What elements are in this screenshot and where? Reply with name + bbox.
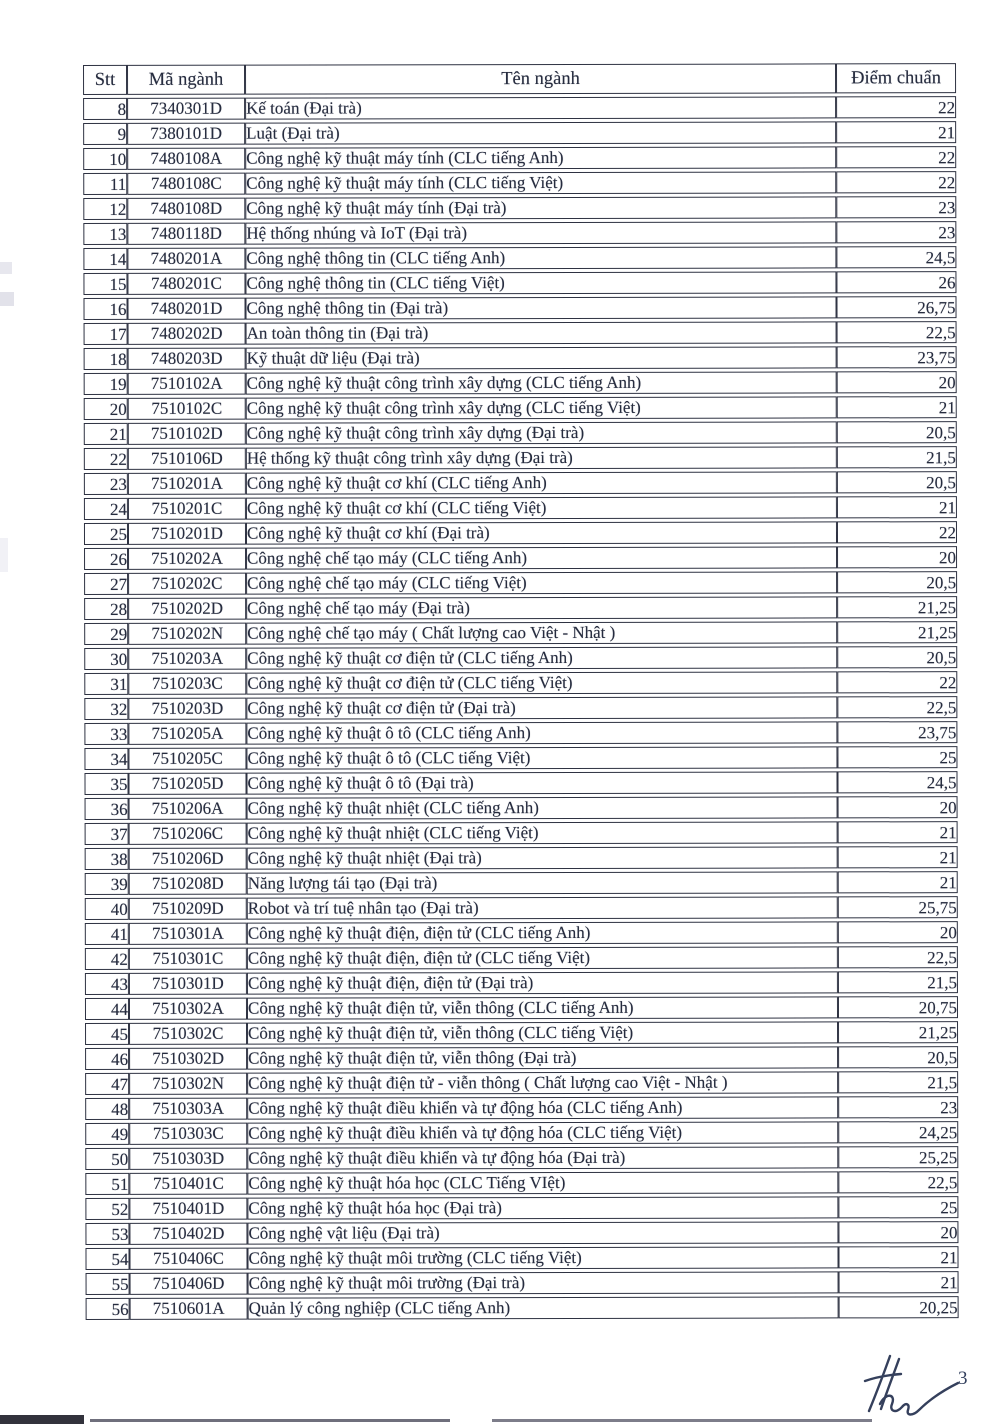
row-code: 7480202D [128, 323, 246, 345]
row-stt: 22 [84, 448, 128, 470]
row-score: 20,25 [839, 1296, 959, 1318]
row-name: Luật (Đại trà) [245, 121, 836, 144]
row-stt: 44 [85, 998, 129, 1020]
row-name: Công nghệ kỹ thuật ô tô (CLC tiếng Việt) [246, 746, 837, 769]
table-row [85, 821, 958, 845]
table-row [83, 246, 956, 270]
row-code: 7510205D [128, 773, 246, 795]
row-code: 7510202D [128, 598, 246, 620]
table-row [85, 846, 958, 870]
row-code: 7510202C [128, 573, 246, 595]
row-score: 20,75 [838, 996, 958, 1018]
table-row [84, 471, 957, 495]
row-score: 21,25 [837, 621, 957, 643]
row-name: Robot và trí tuệ nhân tạo (Đại trà) [247, 896, 838, 919]
table-row [84, 696, 957, 720]
row-name: Công nghệ kỹ thuật hóa học (Đại trà) [247, 1196, 838, 1219]
row-stt: 11 [83, 173, 127, 195]
table-row [83, 171, 956, 195]
row-score: 23 [836, 221, 956, 243]
table-row [84, 771, 957, 795]
row-stt: 12 [83, 198, 127, 220]
table-row [86, 1296, 959, 1320]
table-row [85, 996, 958, 1020]
row-score: 25 [837, 746, 957, 768]
table-row [86, 1271, 959, 1295]
row-score: 21,5 [838, 1071, 958, 1093]
row-score: 23,75 [837, 346, 957, 368]
row-code: 7480203D [128, 348, 246, 370]
row-name: Công nghệ kỹ thuật nhiệt (CLC tiếng Việt) [247, 821, 838, 844]
table-row [84, 596, 957, 620]
row-score: 21 [837, 396, 957, 418]
row-stt: 29 [84, 623, 128, 645]
row-code: 7510205C [128, 748, 246, 770]
row-score: 21,5 [838, 971, 958, 993]
row-stt: 20 [84, 398, 128, 420]
row-score: 20 [838, 1221, 958, 1243]
row-code: 7510208D [129, 873, 247, 895]
row-code: 7510303A [129, 1098, 247, 1120]
table-row [85, 1071, 958, 1095]
row-score: 20 [838, 921, 958, 943]
row-score: 22 [837, 671, 957, 693]
row-code: 7510301D [129, 973, 247, 995]
row-name: Công nghệ kỹ thuật công trình xây dựng (CLC tiếng Anh) [246, 371, 837, 394]
row-name: Hệ thống nhúng và IoT (Đại trà) [245, 221, 836, 244]
row-score: 20 [838, 796, 958, 818]
row-stt: 18 [84, 348, 128, 370]
row-stt: 34 [84, 748, 128, 770]
table-row [84, 346, 957, 370]
table-row [83, 296, 956, 320]
row-stt: 16 [83, 298, 127, 320]
row-stt: 42 [85, 948, 129, 970]
row-stt: 47 [85, 1073, 129, 1095]
table-row [85, 1196, 958, 1220]
row-name: Hệ thống kỹ thuật công trình xây dựng (Đại trà) [246, 446, 837, 469]
row-stt: 39 [85, 873, 129, 895]
row-name: Công nghệ kỹ thuật môi trường (Đại trà) [248, 1271, 839, 1294]
row-stt: 32 [84, 698, 128, 720]
row-code: 7510302C [129, 1023, 247, 1045]
row-code: 7510201C [128, 498, 246, 520]
row-code: 7510209D [129, 898, 247, 920]
row-name: Công nghệ kỹ thuật môi trường (CLC tiếng Việt) [247, 1246, 838, 1269]
row-name: Công nghệ chế tạo máy (CLC tiếng Việt) [246, 571, 837, 594]
row-stt: 17 [84, 323, 128, 345]
table-row [83, 196, 956, 220]
table-row [84, 671, 957, 695]
table-row [85, 1146, 958, 1170]
row-name: Công nghệ kỹ thuật máy tính (CLC tiếng Việt) [245, 171, 836, 194]
row-code: 7480201D [127, 298, 245, 320]
row-stt: 51 [85, 1173, 129, 1195]
row-stt: 25 [84, 523, 128, 545]
row-score: 23 [836, 196, 956, 218]
row-code: 7480201A [127, 248, 245, 270]
page-number: 3 [958, 1368, 968, 1389]
row-score: 21 [839, 1271, 959, 1293]
row-stt: 40 [85, 898, 129, 920]
table-row [83, 271, 956, 295]
row-code: 7510203D [128, 698, 246, 720]
row-name: Quản lý công nghiệp (CLC tiếng Anh) [248, 1296, 839, 1319]
table-row [83, 146, 956, 170]
table-row [85, 1221, 958, 1245]
table-row [84, 446, 957, 470]
row-name: Công nghệ kỹ thuật điện tử, viễn thông (CLC tiếng Anh) [247, 996, 838, 1019]
row-name: Công nghệ kỹ thuật điện, điện tử (CLC tiếng Việt) [247, 946, 838, 969]
row-stt: 37 [85, 823, 129, 845]
row-score: 22 [837, 521, 957, 543]
row-name: Công nghệ kỹ thuật cơ điện tử (CLC tiếng Việt) [246, 671, 837, 694]
table-row [85, 1096, 958, 1120]
row-name: Công nghệ kỹ thuật cơ điện tử (Đại trà) [246, 696, 837, 719]
row-code: 7480118D [127, 223, 245, 245]
row-code: 7510401C [129, 1173, 247, 1195]
table-row [84, 421, 957, 445]
row-score: 20,5 [837, 421, 957, 443]
table-row [84, 646, 957, 670]
row-name: Công nghệ chế tạo máy (CLC tiếng Anh) [246, 546, 837, 569]
scan-smudge [0, 538, 8, 572]
row-code: 7510406D [130, 1273, 248, 1295]
row-stt: 30 [84, 648, 128, 670]
table-body [83, 96, 959, 1320]
table-row [85, 1046, 958, 1070]
row-score: 21,5 [837, 446, 957, 468]
row-code: 7510302D [129, 1048, 247, 1070]
table-row [84, 521, 957, 545]
row-stt: 55 [86, 1273, 130, 1295]
row-stt: 36 [85, 798, 129, 820]
scores-table [83, 60, 959, 1323]
row-code: 7480201C [127, 273, 245, 295]
table-row [85, 896, 958, 920]
table-row [84, 321, 957, 345]
row-score: 20,5 [837, 471, 957, 493]
table-row [85, 1171, 958, 1195]
row-stt: 49 [85, 1123, 129, 1145]
table-row [83, 121, 956, 145]
row-name: Công nghệ kỹ thuật điều khiển và tự động hóa (Đại trà) [247, 1146, 838, 1169]
table-row [85, 946, 958, 970]
row-stt: 56 [86, 1298, 130, 1320]
row-stt: 45 [85, 1023, 129, 1045]
row-name: Công nghệ kỹ thuật công trình xây dựng (CLC tiếng Việt) [246, 396, 837, 419]
table-row [85, 1021, 958, 1045]
header-score: Điểm chuẩn [836, 63, 956, 93]
row-score: 20 [837, 371, 957, 393]
row-score: 26 [836, 271, 956, 293]
table-row [84, 571, 957, 595]
row-stt: 53 [85, 1223, 129, 1245]
row-name: Công nghệ kỹ thuật điều khiển và tự động hóa (CLC tiếng Việt) [247, 1121, 838, 1144]
row-code: 7510205A [128, 723, 246, 745]
table-row [84, 546, 957, 570]
row-score: 23 [838, 1096, 958, 1118]
row-code: 7510201A [128, 473, 246, 495]
row-name: Công nghệ kỹ thuật máy tính (Đại trà) [245, 196, 836, 219]
row-name: Công nghệ thông tin (CLC tiếng Anh) [245, 246, 836, 269]
row-code: 7340301D [127, 98, 245, 120]
row-code: 7380101D [127, 123, 245, 145]
row-score: 21 [838, 871, 958, 893]
row-name: Công nghệ kỹ thuật hóa học (CLC Tiếng VIệt) [247, 1171, 838, 1194]
row-code: 7510203A [128, 648, 246, 670]
scan-artifact [0, 1415, 84, 1424]
row-score: 23,75 [837, 721, 957, 743]
row-score: 25,25 [838, 1146, 958, 1168]
scores-table-wrap [83, 60, 959, 1323]
row-stt: 46 [85, 1048, 129, 1070]
row-score: 20,5 [838, 1046, 958, 1068]
row-stt: 14 [83, 248, 127, 270]
row-score: 22,5 [838, 1171, 958, 1193]
table-row [85, 1121, 958, 1145]
row-name: Công nghệ thông tin (CLC tiếng Việt) [245, 271, 836, 294]
row-code: 7510102C [128, 398, 246, 420]
row-name: Công nghệ kỹ thuật cơ khí (CLC tiếng Anh) [246, 471, 837, 494]
header-code: Mã ngành [127, 65, 245, 95]
row-name: Công nghệ vật liệu (Đại trà) [247, 1221, 838, 1244]
row-score: 25 [838, 1196, 958, 1218]
row-name: Công nghệ kỹ thuật điện, điện tử (CLC tiếng Anh) [247, 921, 838, 944]
row-name: An toàn thông tin (Đại trà) [246, 321, 837, 344]
row-code: 7480108D [127, 198, 245, 220]
table-row [85, 871, 958, 895]
row-stt: 28 [84, 598, 128, 620]
row-score: 26,75 [836, 296, 956, 318]
row-code: 7510601A [130, 1298, 248, 1320]
row-code: 7510302A [129, 998, 247, 1020]
row-stt: 54 [85, 1248, 129, 1270]
row-code: 7510301C [129, 948, 247, 970]
row-name: Công nghệ kỹ thuật cơ khí (Đại trà) [246, 521, 837, 544]
row-code: 7510303C [129, 1123, 247, 1145]
row-score: 21 [838, 821, 958, 843]
row-score: 21 [838, 1246, 958, 1268]
row-name: Năng lượng tái tạo (Đại trà) [247, 871, 838, 894]
row-stt: 35 [84, 773, 128, 795]
scan-artifact [492, 1419, 872, 1422]
row-stt: 48 [85, 1098, 129, 1120]
table-row [85, 971, 958, 995]
row-name: Công nghệ kỹ thuật công trình xây dựng (Đại trà) [246, 421, 837, 444]
row-code: 7510102A [128, 373, 246, 395]
row-score: 20,5 [837, 571, 957, 593]
row-stt: 31 [84, 673, 128, 695]
row-score: 24,25 [838, 1121, 958, 1143]
row-name: Công nghệ kỹ thuật cơ điện tử (CLC tiếng Anh) [246, 646, 837, 669]
row-code: 7510206D [129, 848, 247, 870]
row-code: 7510302N [129, 1073, 247, 1095]
row-name: Công nghệ kỹ thuật điều khiển và tự động hóa (CLC tiếng Anh) [247, 1096, 838, 1119]
row-name: Công nghệ kỹ thuật cơ khí (CLC tiếng Việt) [246, 496, 837, 519]
table-header-row [83, 63, 956, 95]
row-stt: 38 [85, 848, 129, 870]
row-name: Công nghệ thông tin (Đại trà) [245, 296, 836, 319]
row-name: Công nghệ kỹ thuật nhiệt (Đại trà) [247, 846, 838, 869]
table-row [85, 1246, 958, 1270]
row-score: 20 [837, 546, 957, 568]
row-score: 25,75 [838, 896, 958, 918]
row-code: 7510402D [129, 1223, 247, 1245]
table-row [83, 221, 956, 245]
table-row [85, 921, 958, 945]
row-code: 7510206A [129, 798, 247, 820]
row-score: 21,25 [838, 1021, 958, 1043]
row-stt: 23 [84, 473, 128, 495]
row-stt: 27 [84, 573, 128, 595]
row-code: 7510406C [129, 1248, 247, 1270]
row-stt: 33 [84, 723, 128, 745]
header-name: Tên ngành [245, 63, 836, 94]
row-stt: 41 [85, 923, 129, 945]
signature-initials [852, 1350, 974, 1422]
row-code: 7510202A [128, 548, 246, 570]
row-stt: 21 [84, 423, 128, 445]
header-stt: Stt [83, 65, 127, 95]
table-row [84, 621, 957, 645]
row-score: 22,5 [837, 696, 957, 718]
row-stt: 19 [84, 373, 128, 395]
row-stt: 13 [83, 223, 127, 245]
row-code: 7510202N [128, 623, 246, 645]
row-score: 22,5 [837, 321, 957, 343]
row-score: 21,25 [837, 596, 957, 618]
row-stt: 9 [83, 123, 127, 145]
scan-artifact [90, 1419, 450, 1422]
row-score: 24,5 [836, 246, 956, 268]
table-row [84, 371, 957, 395]
row-code: 7480108A [127, 148, 245, 170]
table-row [84, 746, 957, 770]
row-score: 22 [836, 96, 956, 118]
row-name: Kỹ thuật dữ liệu (Đại trà) [246, 346, 837, 369]
row-name: Công nghệ kỹ thuật điện tử, viễn thông (CLC tiếng Việt) [247, 1021, 838, 1044]
row-name: Công nghệ kỹ thuật điện tử - viễn thông ( Chất lượng cao Việt - Nhật ) [247, 1071, 838, 1094]
row-score: 22 [836, 146, 956, 168]
row-name: Công nghệ kỹ thuật ô tô (CLC tiếng Anh) [246, 721, 837, 744]
row-score: 21 [838, 846, 958, 868]
scan-smudge [0, 262, 12, 274]
table-row [84, 496, 957, 520]
row-stt: 52 [85, 1198, 129, 1220]
row-score: 20,5 [837, 646, 957, 668]
row-stt: 10 [83, 148, 127, 170]
row-stt: 8 [83, 98, 127, 120]
row-stt: 15 [83, 273, 127, 295]
row-stt: 43 [85, 973, 129, 995]
row-name: Công nghệ chế tạo máy ( Chất lượng cao Việt - Nhật ) [246, 621, 837, 644]
row-stt: 26 [84, 548, 128, 570]
row-name: Công nghệ kỹ thuật máy tính (CLC tiếng Anh) [245, 146, 836, 169]
scan-smudge [0, 292, 14, 306]
row-code: 7510203C [128, 673, 246, 695]
row-score: 24,5 [837, 771, 957, 793]
row-name: Công nghệ kỹ thuật điện tử, viễn thông (Đại trà) [247, 1046, 838, 1069]
row-stt: 24 [84, 498, 128, 520]
row-code: 7480108C [127, 173, 245, 195]
row-code: 7510301A [129, 923, 247, 945]
row-code: 7510102D [128, 423, 246, 445]
row-code: 7510303D [129, 1148, 247, 1170]
row-code: 7510206C [129, 823, 247, 845]
row-name: Công nghệ kỹ thuật điện, điện tử (Đại trà) [247, 971, 838, 994]
table-row [84, 721, 957, 745]
row-name: Kế toán (Đại trà) [245, 96, 836, 119]
table-row [84, 396, 957, 420]
row-score: 22 [836, 171, 956, 193]
table-row [85, 796, 958, 820]
table-row [83, 96, 956, 120]
row-name: Công nghệ chế tạo máy (Đại trà) [246, 596, 837, 619]
row-stt: 50 [85, 1148, 129, 1170]
row-score: 22,5 [838, 946, 958, 968]
row-name: Công nghệ kỹ thuật nhiệt (CLC tiếng Anh) [247, 796, 838, 819]
row-score: 21 [837, 496, 957, 518]
row-code: 7510401D [129, 1198, 247, 1220]
row-code: 7510106D [128, 448, 246, 470]
row-code: 7510201D [128, 523, 246, 545]
row-name: Công nghệ kỹ thuật ô tô (Đại trà) [246, 771, 837, 794]
row-score: 21 [836, 121, 956, 143]
